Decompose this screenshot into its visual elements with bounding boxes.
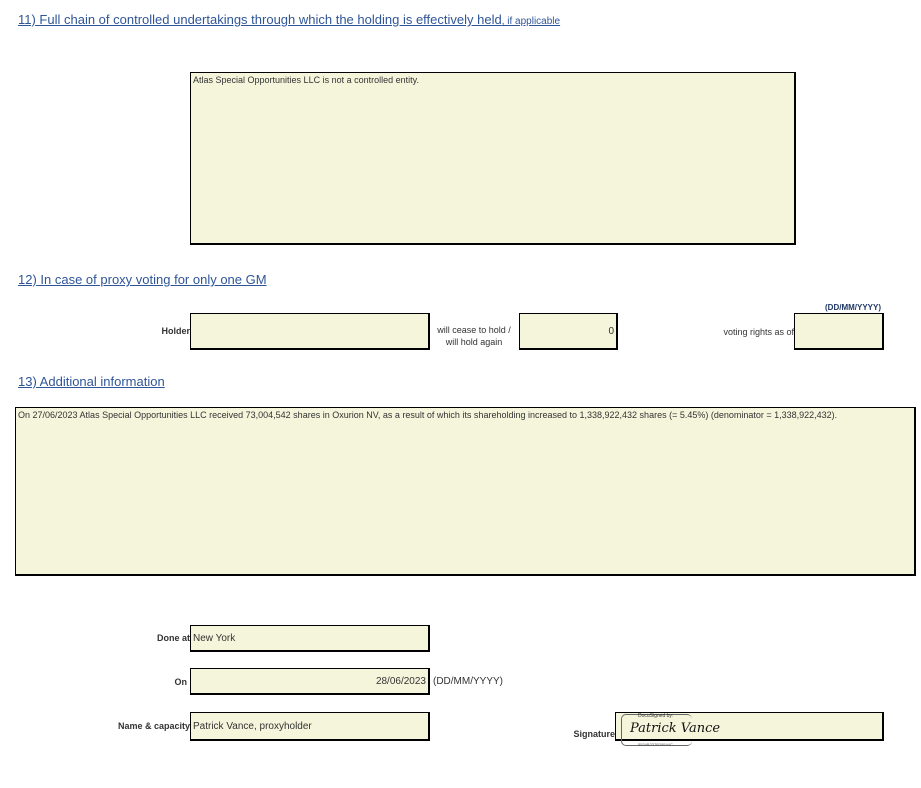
proxy-date-field[interactable] [794, 313, 884, 350]
controlled-undertakings-field[interactable] [190, 72, 796, 245]
section-12-heading: 12) In case of proxy voting for only one GM [18, 272, 267, 287]
controlled-undertakings-text: Atlas Special Opportunities LLC is not a controlled entity. [193, 75, 419, 85]
voting-rights-count-value: 0 [608, 326, 614, 337]
proxy-date-format: (DD/MM/YYYY) [825, 303, 881, 312]
done-at-label: Done at [156, 633, 190, 643]
name-capacity-field[interactable] [190, 712, 430, 741]
name-capacity-value: Patrick Vance, proxyholder [193, 721, 312, 732]
on-label: On [174, 677, 187, 687]
section-13-heading: 13) Additional information [18, 374, 165, 389]
additional-information-text: On 27/06/2023 Atlas Special Opportunities LLC received 73,004,542 shares in Oxurion NV, as a result of which its shareholding increased to 1,338,922,432 shares (= 5.45%) (denominator = 1,338,922,432). [18, 410, 838, 420]
docusign-header: DocuSigned by: [638, 713, 674, 719]
voting-rights-as-of-label: voting rights as of [723, 327, 794, 337]
signature-field[interactable] [615, 712, 884, 747]
proxy-date-value [795, 314, 882, 316]
cease-hold-line-1: will cease to hold / [437, 325, 511, 335]
done-at-field[interactable] [190, 625, 430, 652]
docusign-id: 5534B237B29544C... [638, 742, 677, 747]
done-at-value: New York [193, 633, 236, 644]
holder-field[interactable] [190, 313, 430, 350]
section-11-title: 11) Full chain of controlled undertakings through which the holding is effectively held [18, 12, 502, 27]
additional-information-field[interactable] [15, 407, 916, 576]
holder-value [191, 314, 428, 316]
on-date-value: 28/06/2023 [375, 676, 426, 687]
voting-rights-count-field[interactable] [519, 313, 618, 350]
holder-label: Holder [161, 326, 190, 336]
name-capacity-label: Name & capacity [117, 721, 190, 731]
signature-handwriting: Patrick Vance [630, 721, 721, 736]
section-11-suffix: , if applicable [501, 16, 561, 27]
section-11-heading [18, 12, 560, 27]
cease-hold-label [432, 324, 516, 348]
on-date-format: (DD/MM/YYYY) [433, 676, 503, 687]
cease-hold-line-2: will hold again [445, 337, 503, 347]
on-date-field[interactable] [190, 668, 430, 695]
signature-label: Signature [573, 729, 615, 739]
